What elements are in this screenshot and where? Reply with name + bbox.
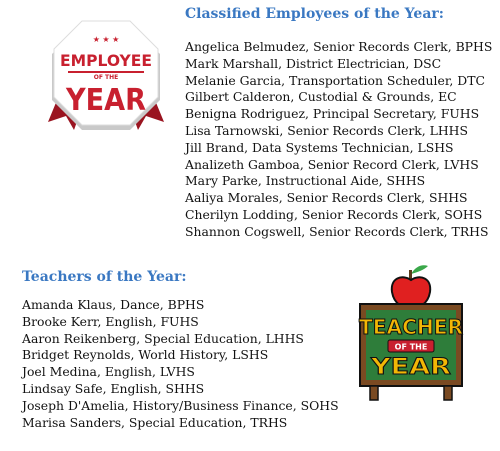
teachers-list-item: Joel Medina, English, LVHS bbox=[22, 364, 195, 380]
badge-line3: YEAR bbox=[65, 83, 146, 118]
badge-line1: EMPLOYEE bbox=[60, 51, 152, 70]
badge-rule bbox=[68, 71, 144, 73]
classified-list-item: Aaliya Morales, Senior Records Clerk, SHHS bbox=[185, 190, 468, 206]
easel-leg-left bbox=[370, 386, 378, 400]
classified-list-item: Cherilyn Lodding, Senior Records Clerk, SOHS bbox=[185, 206, 483, 222]
teachers-list-item: Lindsay Safe, English, SHHS bbox=[22, 380, 205, 396]
classified-list-item: Angelica Belmudez, Senior Records Clerk, BPHS bbox=[185, 39, 493, 54]
classified-list-item: Gilbert Calderon, Custodial & Grounds, EC bbox=[185, 89, 457, 105]
teachers-list-item: Marisa Sanders, Special Education, TRHS bbox=[22, 414, 288, 430]
teachers-heading: Teachers of the Year: bbox=[22, 269, 187, 285]
teachers-list-item: Bridget Reynolds, World History, LSHS bbox=[22, 347, 269, 363]
teachers-list-item: Joseph D'Amelia, History/Business Finance, SOHS bbox=[22, 397, 339, 413]
teachers-list bbox=[22, 297, 339, 431]
apple-stem bbox=[409, 270, 412, 279]
badge-line2: OF THE bbox=[93, 74, 119, 81]
teacher-of-the-year-chalkboard-icon bbox=[352, 264, 470, 402]
classified-list-item: Mary Parke, Instructional Aide, SHHS bbox=[185, 173, 426, 189]
classified-list-item: Lisa Tarnowski, Senior Records Clerk, LHHS bbox=[185, 122, 468, 138]
classified-list-item: Mark Marshall, District Electrician, DSC bbox=[185, 55, 442, 71]
apple-icon bbox=[392, 277, 430, 307]
classified-list-item: Jill Brand, Data Systems Technician, LSHS bbox=[185, 139, 454, 155]
classified-list bbox=[185, 39, 492, 241]
employee-of-the-year-badge-icon bbox=[42, 18, 170, 138]
badge-stars: ★ ★ ★ bbox=[92, 35, 120, 44]
teacher-badge-line2: OF THE bbox=[394, 342, 428, 352]
teachers-list-item: Amanda Klaus, Dance, BPHS bbox=[22, 297, 205, 312]
teacher-badge-line1: TEACHER bbox=[359, 315, 463, 339]
classified-list-item: Analizeth Gamboa, Senior Record Clerk, LVHS bbox=[185, 156, 479, 172]
teachers-list-item: Aaron Reikenberg, Special Education, LHHS bbox=[22, 330, 304, 346]
classified-list-item: Melanie Garcia, Transportation Scheduler, DTC bbox=[185, 72, 485, 88]
easel-leg-right bbox=[444, 386, 452, 400]
teacher-badge-line3: YEAR bbox=[369, 355, 452, 380]
apple-leaf bbox=[411, 265, 428, 274]
classified-list-item: Benigna Rodriguez, Principal Secretary, FUHS bbox=[185, 106, 480, 122]
classified-heading: Classified Employees of the Year: bbox=[185, 6, 444, 22]
teachers-list-item: Brooke Kerr, English, FUHS bbox=[22, 313, 199, 329]
classified-list-item: Shannon Cogswell, Senior Records Clerk, TRHS bbox=[185, 223, 489, 239]
